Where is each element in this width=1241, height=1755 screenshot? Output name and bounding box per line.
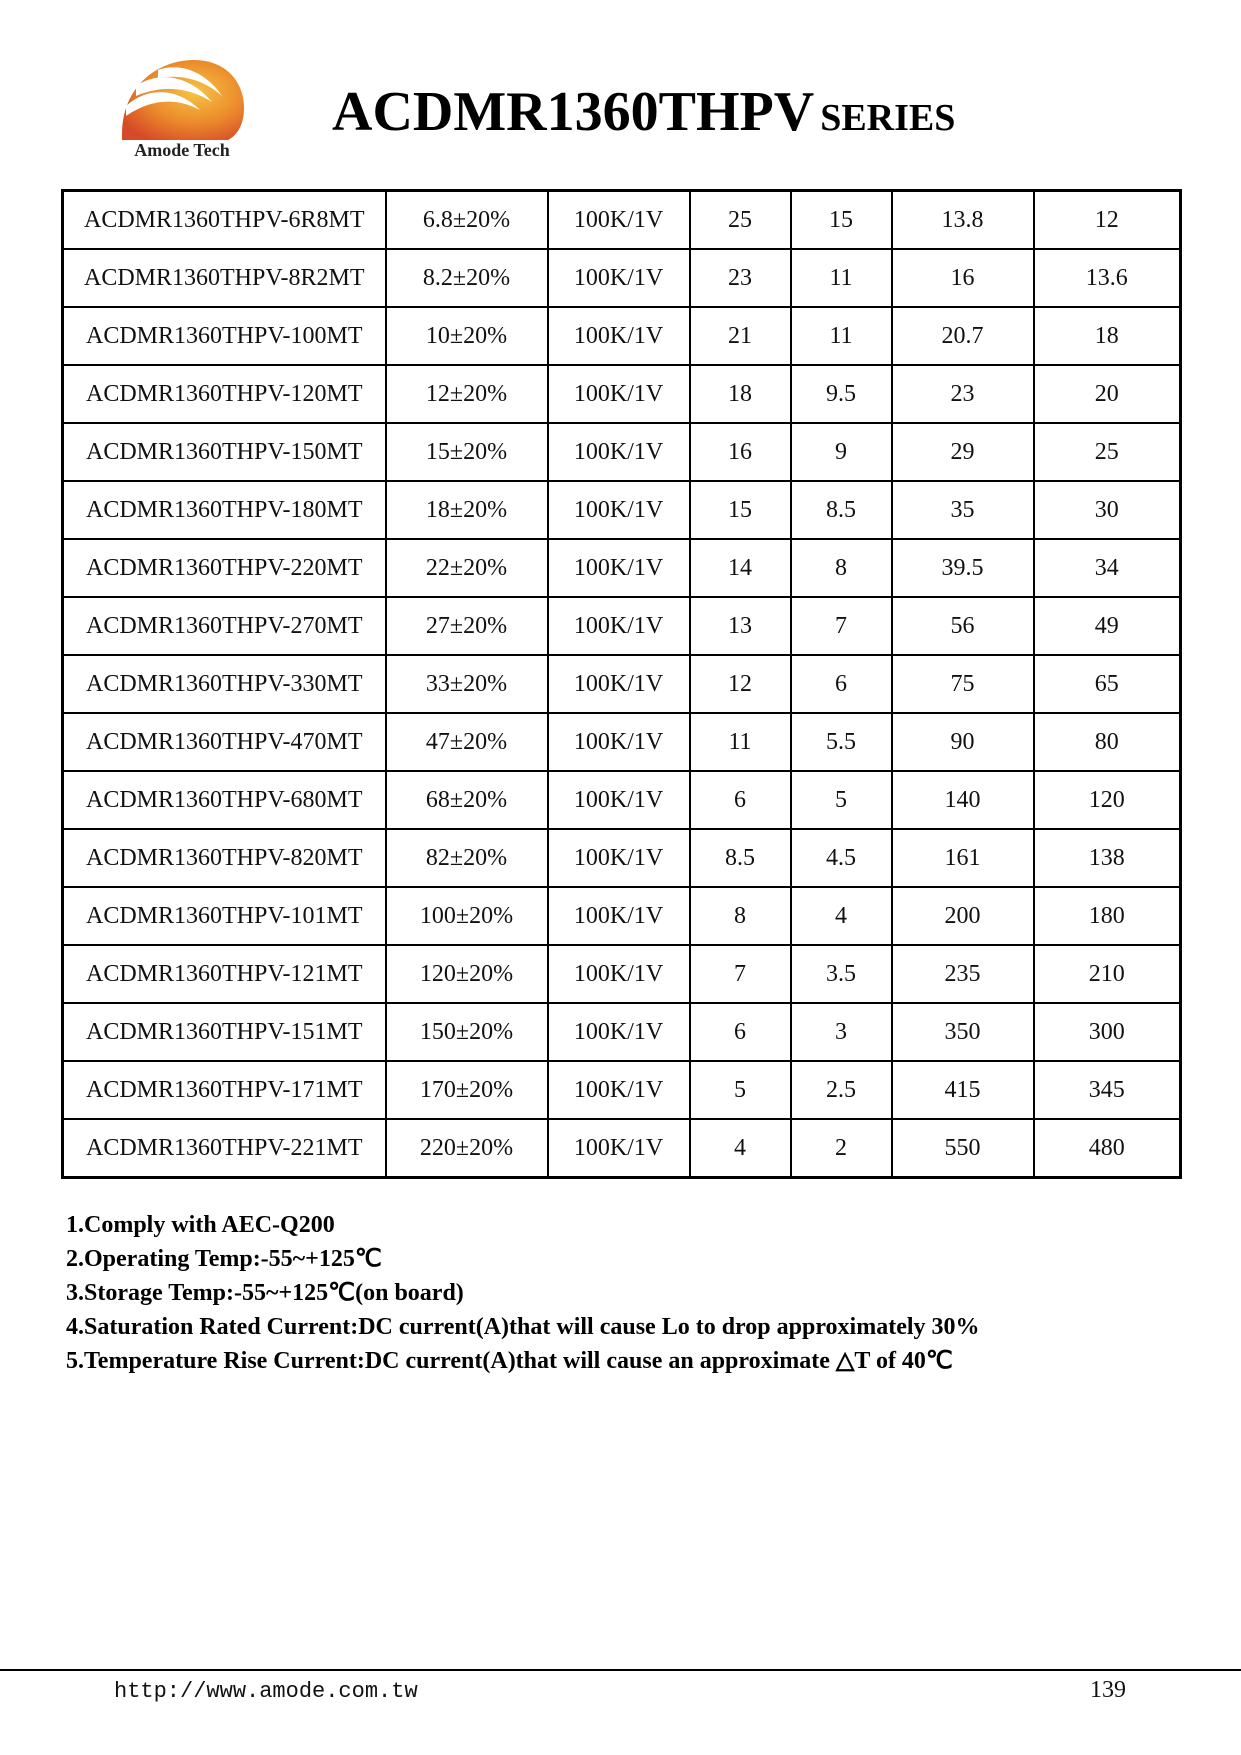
spec-table-body — [63, 191, 1181, 1178]
part-number-cell: ACDMR1360THPV-330MT — [63, 655, 386, 713]
table-cell: 100K/1V — [548, 191, 690, 250]
table-cell: 170±20% — [386, 1061, 548, 1119]
table-row — [63, 713, 1181, 771]
table-cell: 120±20% — [386, 945, 548, 1003]
table-cell: 27±20% — [386, 597, 548, 655]
table-cell: 35 — [892, 481, 1034, 539]
table-cell: 8.2±20% — [386, 249, 548, 307]
table-cell: 415 — [892, 1061, 1034, 1119]
table-cell: 3 — [791, 1003, 892, 1061]
part-number-cell: ACDMR1360THPV-680MT — [63, 771, 386, 829]
table-row — [63, 829, 1181, 887]
table-cell: 21 — [690, 307, 791, 365]
title-suffix: SERIES — [820, 97, 956, 139]
table-cell: 100K/1V — [548, 597, 690, 655]
table-cell: 18±20% — [386, 481, 548, 539]
part-number-cell: ACDMR1360THPV-6R8MT — [63, 191, 386, 250]
part-number-cell: ACDMR1360THPV-100MT — [63, 307, 386, 365]
table-cell: 33±20% — [386, 655, 548, 713]
part-number-cell: ACDMR1360THPV-220MT — [63, 539, 386, 597]
table-cell: 345 — [1034, 1061, 1181, 1119]
table-cell: 100±20% — [386, 887, 548, 945]
table-cell: 480 — [1034, 1119, 1181, 1178]
table-cell: 4 — [791, 887, 892, 945]
table-cell: 300 — [1034, 1003, 1181, 1061]
table-cell: 180 — [1034, 887, 1181, 945]
table-cell: 8.5 — [791, 481, 892, 539]
table-cell: 100K/1V — [548, 307, 690, 365]
logo-swoosh-icon — [118, 56, 246, 142]
table-cell: 100K/1V — [548, 249, 690, 307]
table-cell: 210 — [1034, 945, 1181, 1003]
table-cell: 350 — [892, 1003, 1034, 1061]
table-cell: 6 — [791, 655, 892, 713]
table-cell: 2.5 — [791, 1061, 892, 1119]
part-number-cell: ACDMR1360THPV-820MT — [63, 829, 386, 887]
table-cell: 8 — [791, 539, 892, 597]
table-cell: 9.5 — [791, 365, 892, 423]
table-cell: 80 — [1034, 713, 1181, 771]
part-number-cell: ACDMR1360THPV-101MT — [63, 887, 386, 945]
table-cell: 20 — [1034, 365, 1181, 423]
table-cell: 23 — [892, 365, 1034, 423]
table-cell: 65 — [1034, 655, 1181, 713]
part-number-cell: ACDMR1360THPV-171MT — [63, 1061, 386, 1119]
table-cell: 29 — [892, 423, 1034, 481]
page-number: 139 — [1090, 1677, 1126, 1703]
page-title — [332, 80, 955, 150]
table-cell: 138 — [1034, 829, 1181, 887]
table-row — [63, 307, 1181, 365]
table-cell: 12 — [690, 655, 791, 713]
table-cell: 23 — [690, 249, 791, 307]
table-cell: 56 — [892, 597, 1034, 655]
table-cell: 161 — [892, 829, 1034, 887]
note-item: 4.Saturation Rated Current:DC current(A)that will cause Lo to drop approximately 30% — [66, 1314, 980, 1340]
table-cell: 120 — [1034, 771, 1181, 829]
table-row — [63, 191, 1181, 250]
table-row — [63, 539, 1181, 597]
table-cell: 100K/1V — [548, 481, 690, 539]
note-item: 3.Storage Temp:-55~+125℃(on board) — [66, 1280, 464, 1306]
table-cell: 7 — [791, 597, 892, 655]
table-cell: 5.5 — [791, 713, 892, 771]
table-cell: 68±20% — [386, 771, 548, 829]
footer-divider — [0, 1669, 1241, 1671]
table-cell: 5 — [690, 1061, 791, 1119]
table-row — [63, 365, 1181, 423]
table-cell: 22±20% — [386, 539, 548, 597]
table-cell: 6 — [690, 1003, 791, 1061]
table-row — [63, 249, 1181, 307]
table-row — [63, 887, 1181, 945]
table-cell: 8.5 — [690, 829, 791, 887]
part-number-cell: ACDMR1360THPV-270MT — [63, 597, 386, 655]
table-cell: 7 — [690, 945, 791, 1003]
table-cell: 6.8±20% — [386, 191, 548, 250]
table-cell: 13 — [690, 597, 791, 655]
table-cell: 16 — [690, 423, 791, 481]
table-row — [63, 423, 1181, 481]
table-cell: 12±20% — [386, 365, 548, 423]
table-cell: 220±20% — [386, 1119, 548, 1178]
table-cell: 100K/1V — [548, 713, 690, 771]
table-cell: 15 — [690, 481, 791, 539]
table-cell: 100K/1V — [548, 423, 690, 481]
table-cell: 13.6 — [1034, 249, 1181, 307]
table-cell: 39.5 — [892, 539, 1034, 597]
note-item: 1.Comply with AEC-Q200 — [66, 1212, 335, 1238]
table-cell: 82±20% — [386, 829, 548, 887]
part-number-cell: ACDMR1360THPV-150MT — [63, 423, 386, 481]
table-cell: 47±20% — [386, 713, 548, 771]
table-cell: 90 — [892, 713, 1034, 771]
table-row — [63, 597, 1181, 655]
table-cell: 13.8 — [892, 191, 1034, 250]
part-number-cell: ACDMR1360THPV-180MT — [63, 481, 386, 539]
table-cell: 18 — [1034, 307, 1181, 365]
table-cell: 15±20% — [386, 423, 548, 481]
table-cell: 4.5 — [791, 829, 892, 887]
table-cell: 34 — [1034, 539, 1181, 597]
table-row — [63, 945, 1181, 1003]
table-row — [63, 481, 1181, 539]
table-cell: 100K/1V — [548, 829, 690, 887]
table-cell: 25 — [690, 191, 791, 250]
table-cell: 6 — [690, 771, 791, 829]
table-cell: 550 — [892, 1119, 1034, 1178]
part-number-cell: ACDMR1360THPV-221MT — [63, 1119, 386, 1178]
part-number-cell: ACDMR1360THPV-8R2MT — [63, 249, 386, 307]
table-cell: 200 — [892, 887, 1034, 945]
table-row — [63, 655, 1181, 713]
table-row — [63, 1119, 1181, 1178]
table-row — [63, 1003, 1181, 1061]
table-cell: 4 — [690, 1119, 791, 1178]
part-number-cell: ACDMR1360THPV-121MT — [63, 945, 386, 1003]
part-number-cell: ACDMR1360THPV-120MT — [63, 365, 386, 423]
table-cell: 3.5 — [791, 945, 892, 1003]
table-cell: 100K/1V — [548, 365, 690, 423]
table-cell: 11 — [791, 249, 892, 307]
table-cell: 12 — [1034, 191, 1181, 250]
part-number-cell: ACDMR1360THPV-151MT — [63, 1003, 386, 1061]
table-cell: 100K/1V — [548, 1061, 690, 1119]
table-cell: 140 — [892, 771, 1034, 829]
table-cell: 25 — [1034, 423, 1181, 481]
note-item: 2.Operating Temp:-55~+125℃ — [66, 1246, 382, 1272]
logo-text: Amode Tech — [134, 140, 230, 160]
table-cell: 11 — [690, 713, 791, 771]
table-cell: 235 — [892, 945, 1034, 1003]
table-cell: 14 — [690, 539, 791, 597]
title-main: ACDMR1360THPV — [332, 81, 815, 143]
table-cell: 30 — [1034, 481, 1181, 539]
table-cell: 10±20% — [386, 307, 548, 365]
table-cell: 11 — [791, 307, 892, 365]
spec-table — [61, 189, 1182, 1179]
table-cell: 9 — [791, 423, 892, 481]
table-cell: 75 — [892, 655, 1034, 713]
table-cell: 20.7 — [892, 307, 1034, 365]
table-cell: 100K/1V — [548, 1003, 690, 1061]
table-cell: 2 — [791, 1119, 892, 1178]
table-cell: 100K/1V — [548, 539, 690, 597]
table-cell: 49 — [1034, 597, 1181, 655]
table-cell: 5 — [791, 771, 892, 829]
table-row — [63, 771, 1181, 829]
table-cell: 8 — [690, 887, 791, 945]
table-cell: 18 — [690, 365, 791, 423]
company-logo — [118, 56, 258, 166]
table-cell: 16 — [892, 249, 1034, 307]
table-cell: 100K/1V — [548, 1119, 690, 1178]
table-cell: 100K/1V — [548, 771, 690, 829]
table-cell: 150±20% — [386, 1003, 548, 1061]
notes-list — [66, 1208, 980, 1378]
note-item: 5.Temperature Rise Current:DC current(A)that will cause an approximate △T of 40℃ — [66, 1348, 953, 1374]
table-cell: 100K/1V — [548, 655, 690, 713]
table-cell: 100K/1V — [548, 887, 690, 945]
table-cell: 100K/1V — [548, 945, 690, 1003]
footer-url: http://www.amode.com.tw — [114, 1679, 418, 1704]
table-row — [63, 1061, 1181, 1119]
part-number-cell: ACDMR1360THPV-470MT — [63, 713, 386, 771]
table-cell: 15 — [791, 191, 892, 250]
